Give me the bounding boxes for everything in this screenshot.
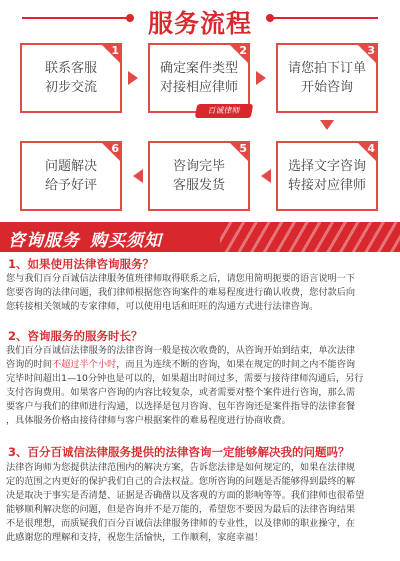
answer-line-highlighted bbox=[6, 358, 396, 372]
faq-answer-3 bbox=[6, 461, 396, 546]
step-number: 6 bbox=[111, 142, 119, 155]
step-number: 1 bbox=[111, 44, 119, 57]
page-title: 服务流程 bbox=[147, 9, 252, 38]
arrow-left-icon bbox=[261, 169, 271, 183]
page-header bbox=[0, 0, 400, 40]
step-line1: 请您拍下订单 bbox=[287, 61, 366, 76]
arrow-left-icon bbox=[133, 169, 143, 183]
answer-line: 此感谢您的理解和支持，祝您生活愉快，工作顺利，家庭幸福！ bbox=[6, 532, 264, 544]
answer-segment: 咨询的时间 bbox=[6, 359, 52, 371]
answer-line: 不是很理想，而质疑我们百分百诚信法律服务律师的专业性，以及律师的职业操守，在 bbox=[6, 518, 356, 530]
step-number: 4 bbox=[367, 142, 375, 155]
lawyer-logo-badge: 百诚律师 bbox=[195, 104, 253, 118]
faq-answer-1 bbox=[6, 272, 396, 314]
flow-step-2 bbox=[148, 43, 250, 113]
step-line2: 初步交流 bbox=[44, 80, 97, 95]
notice-banner bbox=[0, 222, 400, 252]
faq-question-2: 2、咨询服务的服务时长？ bbox=[8, 329, 143, 343]
answer-line: 定的范围之内更好的保护我们自己的合法权益。您所咨询的问题是否能够得到最终的解 bbox=[6, 476, 356, 488]
faq-answer-2 bbox=[6, 344, 396, 429]
step-line1: 确定案件类型 bbox=[159, 61, 238, 76]
step-line2: 客服发货 bbox=[172, 178, 225, 193]
step-number: 3 bbox=[367, 44, 375, 57]
answer-line: 您转接相关领域的专家律师，可以使用电话和旺旺的沟通方式进行法律咨询。 bbox=[6, 301, 319, 313]
faq-question-1: 1、如果使用法律咨询服务？ bbox=[8, 257, 155, 271]
step-line2: 对接相应律师 bbox=[159, 80, 238, 95]
step-line2: 转接对应律师 bbox=[287, 178, 366, 193]
step-line1: 联系客服 bbox=[44, 61, 97, 76]
answer-line: 要客户与我们的律师进行沟通，以选择是包月咨询、包年咨询还是案件指导的法律套餐 bbox=[6, 401, 356, 413]
answer-line: 能够顺利解决您的问题，但是咨询并不是万能的，希望您不要因为最后的法律咨询结果 bbox=[6, 504, 356, 516]
flow-step-3 bbox=[276, 43, 378, 113]
flow-step-4 bbox=[276, 141, 378, 211]
flow-step-6 bbox=[20, 141, 122, 211]
arrow-right-icon bbox=[128, 71, 138, 85]
answer-segment: ，而且为连续不断的咨询，如果在规定的时间之内不能咨询 bbox=[116, 359, 356, 371]
step-line2: 开始咨询 bbox=[300, 80, 353, 95]
step-line1: 咨询完毕 bbox=[172, 159, 225, 174]
step-number: 2 bbox=[239, 44, 247, 57]
answer-line: 完毕时间超出1—10分钟也是可以的，如果超出时间过多，需要与接待律师沟通后，另行 bbox=[6, 373, 364, 385]
answer-line: 支付咨询费用。如果客户咨询的内容比较复杂，或者需要对整个案件进行咨询，那么需 bbox=[6, 387, 356, 399]
answer-line: ，具体服务价格由接待律师与客户根据案件的难易程度进行协商收费。 bbox=[6, 415, 291, 427]
header-rule-right bbox=[272, 17, 378, 19]
answer-highlight: 不超过半个小时 bbox=[51, 359, 117, 371]
step-line1: 选择文字咨询 bbox=[287, 159, 366, 174]
flow-step-5 bbox=[148, 141, 250, 211]
answer-line: 法律咨询师为您提供法律范围内的解决方案，告诉您法律是如何规定的，如果在法律规 bbox=[6, 462, 356, 473]
answer-line: 您与我们百分百诚信法律服务值班律师取得联系之后，请您用简明扼要的语言说明一下 bbox=[6, 273, 356, 284]
arrow-down-icon bbox=[320, 120, 334, 130]
banner-stripes bbox=[220, 222, 400, 252]
banner-left-label: 咨询服务 bbox=[8, 231, 80, 251]
faq-question-3: 3、百分百诚信法律服务提供的法律咨询一定能够解决我的问题吗？ bbox=[8, 445, 350, 459]
answer-line: 您要咨询的法律问题，我们律师根据您咨询案件的难易程度进行确认收费，您付款后向 bbox=[6, 287, 356, 299]
banner-right-label: 购买须知 bbox=[90, 231, 162, 251]
answer-line: 我们百分百诚信法律服务的法律咨询一般是按次收费的，从咨询开始到结束，单次法律 bbox=[6, 345, 356, 356]
step-number: 5 bbox=[239, 142, 247, 155]
step-line1: 问题解决 bbox=[44, 159, 97, 174]
step-line2: 给予好评 bbox=[44, 178, 97, 193]
answer-line: 决是取决于事实是否清楚、证据是否确凿以及客观的方面的影响等等。我们律师也很希望 bbox=[6, 490, 365, 502]
flow-step-1 bbox=[20, 43, 122, 113]
arrow-right-icon bbox=[256, 71, 266, 85]
